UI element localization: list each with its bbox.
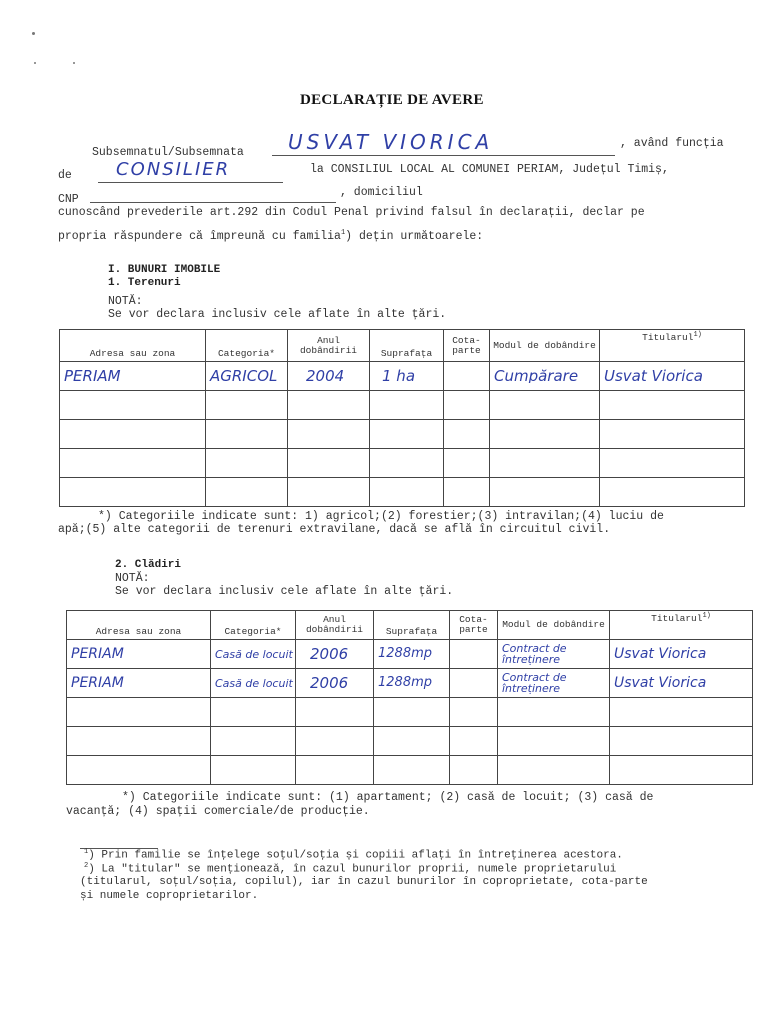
- scan-speck: [73, 62, 75, 64]
- footnote-1: $^1$) Prin familie se înțelege soțul/soția și copiii aflați în întreținerea acestora.: [84, 848, 623, 862]
- cell: Contract de întreținere: [502, 643, 567, 665]
- terenuri-table: [59, 329, 745, 507]
- intro-line4: cunoscând prevederile art.292 din Codul Penal privind falsul în declarații, declar pe: [58, 206, 645, 219]
- categories-note-line2: vacanță; (4) spații comerciale/de producție.: [66, 805, 370, 818]
- cell: Usvat Viorica: [614, 647, 707, 661]
- scan-speck: [32, 32, 35, 35]
- section-sub-cladiri: 2. Clădiri: [115, 559, 182, 571]
- categories-note-line1: *) Categoriile indicate sunt: (1) apartament; (2) casă de locuit; (3) casă de: [122, 791, 654, 804]
- intro-consiliu: la CONSILIUL LOCAL AL COMUNEI PERIAM, Județul Timiș,: [310, 163, 669, 176]
- table-header-row: [60, 330, 745, 362]
- column-header: Anul dobândirii: [296, 611, 374, 640]
- column-header: Modul de dobândire: [498, 611, 610, 640]
- cell: Contract de întreținere: [502, 672, 567, 694]
- intro-cnp-label: CNP: [58, 193, 79, 206]
- table-row: [67, 669, 753, 698]
- column-header: Modul de dobândire: [490, 330, 600, 362]
- cell: 2006: [310, 647, 349, 661]
- column-header: Titularul$^{1)}$: [600, 330, 745, 362]
- function-field: [98, 159, 283, 183]
- scan-speck: [34, 62, 36, 64]
- intro-domiciliul: , domiciliul: [340, 186, 423, 199]
- column-header: Suprafața: [374, 611, 450, 640]
- function-value: CONSILIER: [116, 159, 231, 180]
- cell: 1288mp: [378, 647, 432, 661]
- categories-note-line2: apă;(5) alte categorii de terenuri extravilane, dacă se află în circuitul civil.: [58, 523, 611, 536]
- intro-subsemnatul: Subsemnatul/Subsemnata: [92, 146, 244, 159]
- footnote-2-line3: și numele coproprietarilor.: [80, 890, 259, 902]
- column-header: Categoria*: [211, 611, 296, 640]
- footnote-2: $^2$) La "titular" se menționează, în cazul bunurilor proprii, numele proprietarului: [84, 862, 617, 876]
- cell: 2006: [310, 676, 349, 690]
- cell: PERIAM: [71, 647, 124, 661]
- column-header: Categoria*: [206, 330, 288, 362]
- nota-text: Se vor declara inclusiv cele aflate în alte țări.: [108, 308, 447, 321]
- intro-de: de: [58, 169, 72, 182]
- nota-text: Se vor declara inclusiv cele aflate în alte țări.: [115, 585, 454, 598]
- nota-label: NOTĂ:: [115, 572, 150, 585]
- name-field: [272, 130, 615, 156]
- nota-label: NOTĂ:: [108, 295, 143, 308]
- column-header: Titularul$^{1)}$: [610, 611, 753, 640]
- intro-line5: propria răspundere că împreună cu familia$^1$) dețin următoarele:: [58, 229, 484, 243]
- cell: PERIAM: [64, 369, 121, 383]
- table-row: [67, 756, 753, 785]
- table-row: [60, 391, 745, 420]
- table-row: [60, 362, 745, 391]
- cell: Cumpărare: [494, 369, 579, 383]
- categories-note-line1: *) Categoriile indicate sunt: 1) agricol;(2) forestier;(3) intravilan;(4) luciu de: [98, 510, 664, 523]
- table-row: [60, 449, 745, 478]
- column-header: Suprafața: [370, 330, 444, 362]
- name-value: USVAT VIORICA: [288, 130, 494, 154]
- cell: Usvat Viorica: [614, 676, 707, 690]
- cell: Casă de locuit: [215, 677, 293, 689]
- cell: 1 ha: [382, 369, 416, 383]
- table-header-row: [67, 611, 753, 640]
- column-header: Cota-parte: [450, 611, 498, 640]
- cell: 2004: [306, 369, 345, 383]
- cnp-field: [90, 190, 336, 203]
- table-row: [60, 478, 745, 507]
- cell: Casă de locuit: [215, 648, 293, 660]
- section-sub-terenuri: 1. Terenuri: [108, 277, 181, 289]
- footnote-2-line2: (titularul, soțul/soția, copilul), iar în cazul bunurilor în coproprietate, cota-parte: [80, 876, 648, 888]
- section-heading-bunuri: I. BUNURI IMOBILE: [108, 264, 221, 276]
- column-header: Adresa sau zona: [60, 330, 206, 362]
- cell: 1288mp: [378, 676, 432, 690]
- table-row: [60, 420, 745, 449]
- table-row: [67, 640, 753, 669]
- cell: PERIAM: [71, 676, 124, 690]
- document-title: DECLARAȚIE DE AVERE: [300, 92, 484, 108]
- cladiri-table: [66, 610, 753, 785]
- column-header: Cota-parte: [444, 330, 490, 362]
- table-row: [67, 698, 753, 727]
- column-header: Adresa sau zona: [67, 611, 211, 640]
- cell: AGRICOL: [210, 369, 278, 383]
- column-header: Anul dobândirii: [288, 330, 370, 362]
- cell: Usvat Viorica: [604, 369, 703, 383]
- intro-functia: , având funcția: [620, 137, 724, 150]
- table-row: [67, 727, 753, 756]
